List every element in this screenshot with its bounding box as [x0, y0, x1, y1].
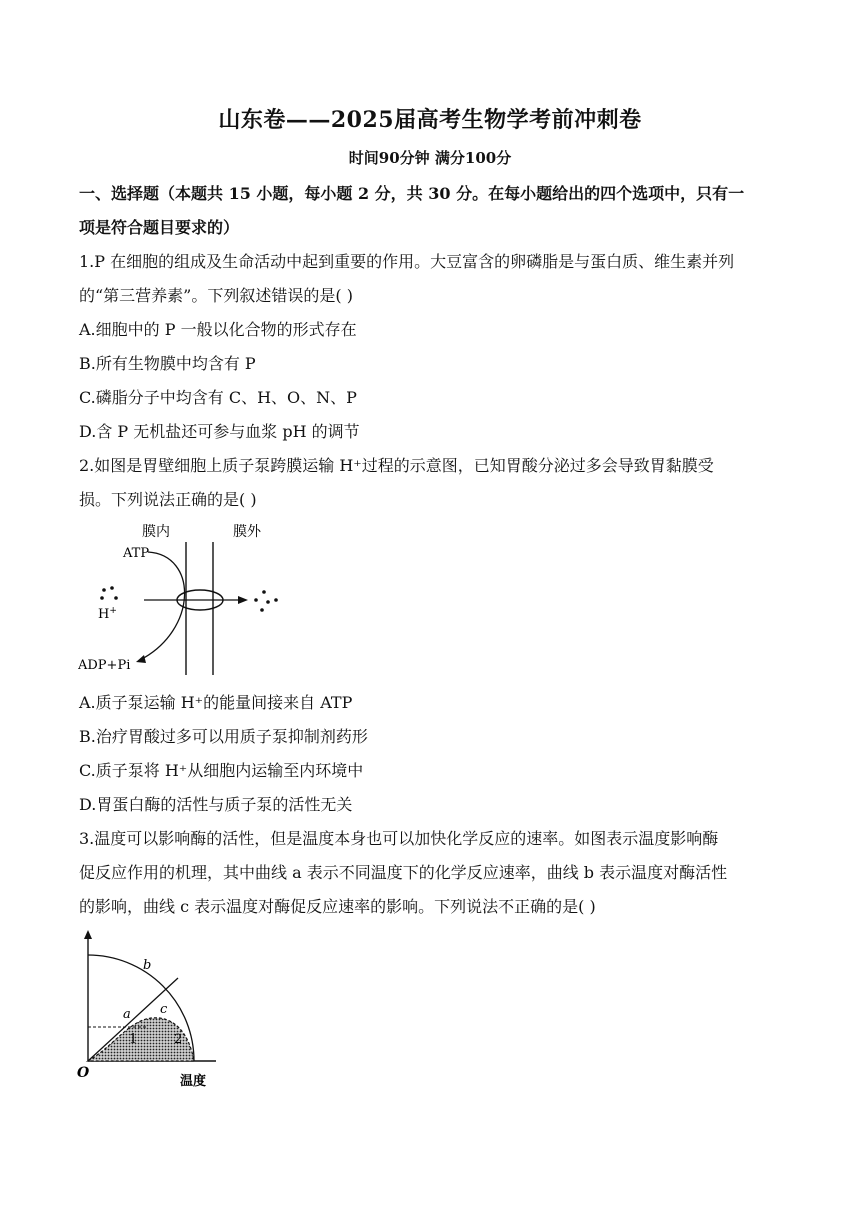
- q3-stem-line3: 的影响，曲线 c 表示温度对酶促反应速率的影响。下列说法不正确的是( ): [79, 897, 596, 916]
- exam-time-info: 时间90分钟 满分100分: [348, 149, 512, 167]
- temperature-enzyme-graph: [74, 928, 224, 1093]
- label-origin: O: [77, 1065, 90, 1081]
- label-curve-a: a: [123, 1007, 131, 1022]
- q2-option-a: A.质子泵运输 H⁺的能量间接来自 ATP: [79, 693, 353, 712]
- label-adp: ADP+Pi: [78, 658, 131, 673]
- label-h: H+: [98, 606, 117, 622]
- q3-stem-line1: 3.温度可以影响酶的活性，但是温度本身也可以加快化学反应的速率。如图表示温度影响酶: [79, 829, 719, 848]
- q1-option-b: B.所有生物膜中均含有 P: [79, 354, 256, 373]
- q2-stem-line1: 2.如图是胃壁细胞上质子泵跨膜运输 H⁺过程的示意图，已知胃酸分泌过多会导致胃黏膜受: [79, 456, 714, 475]
- q1-option-c: C.磷脂分子中均含有 C、H、O、N、P: [79, 388, 357, 407]
- section-header-line1: 一、选择题（本题共 15 小题，每小题 2 分，共 30 分。在每小题给出的四个选项中，只有一: [79, 184, 745, 203]
- proton-pump-diagram: [78, 520, 298, 680]
- label-curve-c: c: [160, 1002, 168, 1017]
- q2-option-d: D.胃蛋白酶的活性与质子泵的活性无关: [79, 795, 353, 814]
- page-title: 山东卷——2025届高考生物学考前冲刺卷: [218, 107, 642, 133]
- q2-stem-line2: 损。下列说法正确的是( ): [79, 490, 257, 509]
- label-atp: ATP: [123, 546, 150, 561]
- q1-stem-line1: 1.P 在细胞的组成及生命活动中起到重要的作用。大豆富含的卵磷脂是与蛋白质、维生素并列: [79, 252, 735, 271]
- label-point-2: 2: [174, 1032, 183, 1047]
- label-inside: 膜内: [142, 524, 170, 540]
- q1-option-d: D.含 P 无机盐还可参与血浆 pH 的调节: [79, 422, 360, 441]
- label-x-axis: 温度: [180, 1074, 207, 1089]
- q2-option-b: B.治疗胃酸过多可以用质子泵抑制剂药形: [79, 727, 368, 746]
- q2-option-c: C.质子泵将 H⁺从细胞内运输至内环境中: [79, 761, 364, 780]
- section-header-line2: 项是符合题目要求的）: [79, 218, 240, 237]
- label-point-1: 1: [129, 1032, 138, 1047]
- q1-option-a: A.细胞中的 P 一般以化合物的形式存在: [79, 320, 357, 339]
- label-outside: 膜外: [233, 524, 261, 540]
- q1-stem-line2: 的“第三营养素”。下列叙述错误的是( ): [79, 286, 353, 305]
- label-curve-b: b: [143, 958, 152, 973]
- q3-stem-line2: 促反应作用的机理，其中曲线 a 表示不同温度下的化学反应速率，曲线 b 表示温度对酶活性: [79, 863, 728, 882]
